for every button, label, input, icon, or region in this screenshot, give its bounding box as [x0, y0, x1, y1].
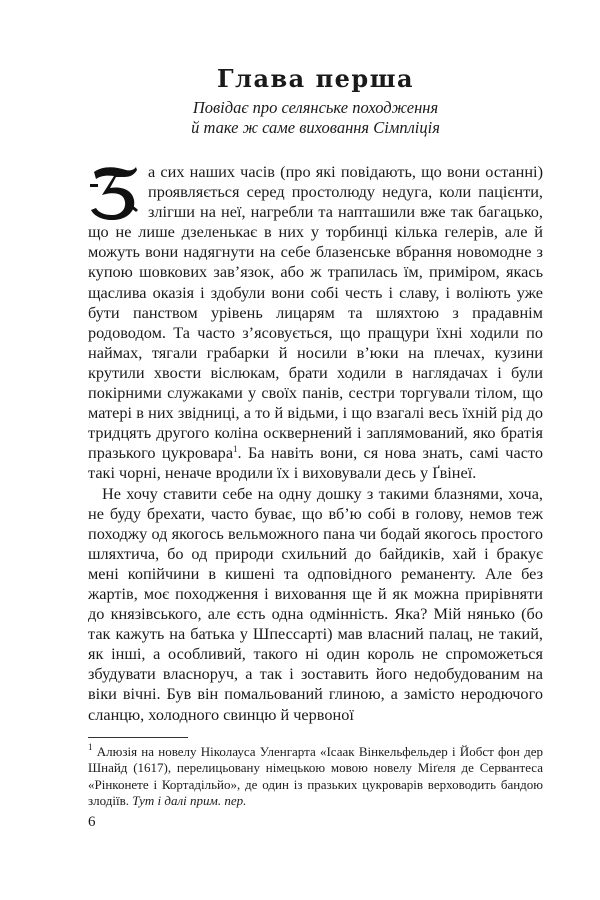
svg-text:З: З [88, 164, 89, 165]
page-number: 6 [88, 814, 96, 830]
footnote-reference[interactable]: 1 [233, 444, 238, 455]
paragraph-1-text-continued: . Ба навіть вони, ся нова знать, самі часто такі чорні, неначе вродили їх і виховували десь у Ґвінеї. [88, 443, 543, 483]
page-content [88, 62, 543, 725]
footnote-divider [88, 737, 188, 738]
footnote [88, 744, 543, 810]
paragraph-1 [88, 162, 543, 484]
footnote-attribution: Тут і далі прим. пер. [132, 793, 247, 809]
footnote-text: Алюзія на новелу Ніколауса Уленгарта «Ісаак Вінкельфельдер і Йобст фон дер Шнайд (1617), перелицьовану німецькою мовою новелу Міґеля де Сервантеса «Рінконете і Кортадільйо», де один із празьких цукроварів верховодить бандою злодіїв. [88, 744, 543, 809]
paragraph-2: Не хочу ставити себе на одну дошку з такими блазнями, хоча, не буду брехати, часто буває, що вб’ю собі в голову, немов теж походжу од якогось вельможного пана чи бодай якогось простого шляхтича, бо од природи схильний до байдиків, хай і бракує мені копійчини в кишені та одповідного реманенту. Але без жартів, моє походження і виховання ще й як можна прирівняти до князівського, але єсть одна одмінність. Яка? Мій нянько (бо так кажуть на батька у Шпессарті) мав власний палац, не такий, як інші, а особливий, такого ні один король не спроможеться збудувати власноруч, а так і зоставить його недобудованим на віки вічні. Був він помальований глиною, а замісто неродючого сланцю, холодного свинцю й червоної [88, 483, 543, 724]
chapter-subtitle [88, 98, 543, 138]
paragraph-1-text: а сих наших часів (про які повідають, що вони останні) проявляється серед простолюду недуга, коли пацієнти, злігши на неї, нагребли та напташили вже так багацько, що не лише дзеленькає в них у торбинці кілька гелерів, але й можуть вони надягнути на себе блазенське вбрання новомодне з купою шовкових зав’язок, або ж трапилась їм, приміром, якась щаслива оказія і здобули вони собі честь і славу, і воліють уже бути панством урівень лицарям та шляхтою з прадавнім родоводом. Та часто з’ясовується, що пращури їхні ходили по наймах, тягали грабарки й носили в’юки на плечах, кузини крутили хвости віслюкам, брати ходили в наглядачах і були покірними служаками у своїх панів, сестри торгували тілом, що матері в них звідниці, а то й відьми, і що взагалі весь їхній рід до тридцять другого коліна осквернений і заплямований, яко братія празького цукровара [88, 162, 543, 463]
chapter-subtitle-line-2: й таке ж саме виховання Сімпліція [191, 118, 440, 137]
chapter-subtitle-line-1: Повідає про селянське походження [192, 98, 439, 117]
body-text [88, 162, 543, 725]
drop-cap-initial [88, 164, 140, 222]
chapter-title: Глава перша [216, 64, 415, 93]
footnote-mark: 1 [88, 742, 93, 752]
